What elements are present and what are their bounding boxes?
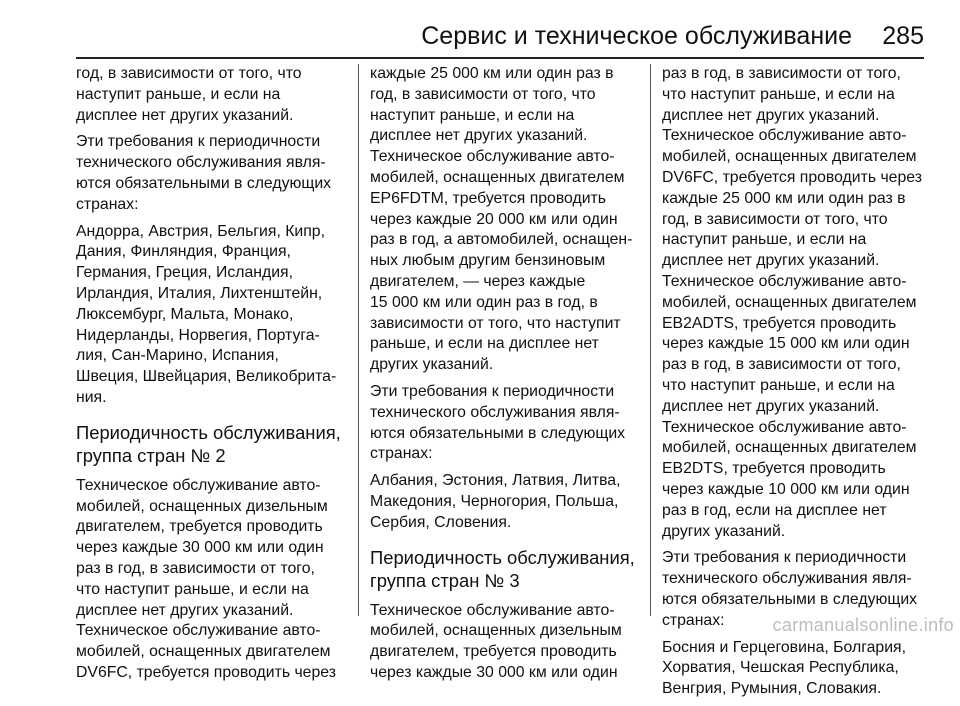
- text-line: EP6FDTM, требуется проводить: [370, 189, 606, 207]
- text-line: дисплее нет других указаний.: [662, 252, 880, 270]
- text-line: наступит раньше, и если на: [662, 231, 867, 249]
- text-line: через каждые 10 000 км или один: [662, 480, 910, 498]
- text-line: раз в год, а автомобилей, оснащен‐: [370, 231, 633, 249]
- text-line: наступит раньше, и если на: [370, 106, 575, 124]
- text-line: Люксембург, Мальта, Монако,: [76, 305, 294, 323]
- text-line: раз в год, в зависимости от того,: [662, 65, 901, 82]
- text-line: Андорра, Австрия, Бельгия, Кипр,: [76, 222, 325, 240]
- text-line: раз в год, в зависимости от того,: [662, 356, 901, 374]
- paragraph: [76, 222, 350, 409]
- text-line: дисплее нет других указаний.: [662, 397, 880, 415]
- text-line: Босния и Герцеговина, Болгария,: [662, 638, 906, 656]
- section-heading: [370, 546, 638, 592]
- text-line: что наступит раньше, и если на: [662, 85, 895, 103]
- text-column-1: [76, 64, 350, 690]
- text-line: наступит раньше, и если на: [76, 85, 281, 103]
- text-line: технического обслуживания явля‐: [76, 154, 326, 172]
- text-line: год, в зависимости от того, что: [662, 210, 888, 228]
- text-line: двигателем, требуется проводить: [370, 643, 617, 661]
- text-line: DV6FC, требуется проводить через: [662, 168, 922, 186]
- text-line: зависимости от того, что наступит: [370, 314, 621, 332]
- text-line: ния.: [76, 388, 107, 406]
- text-line: год, в зависимости от того, что: [370, 85, 596, 103]
- text-line: DV6FC, требуется проводить через: [76, 663, 336, 681]
- paragraph: [370, 64, 638, 376]
- text-line: Периодичность обслуживания,: [370, 546, 635, 568]
- text-line: других указаний.: [662, 522, 786, 540]
- text-line: Нидерланды, Норвегия, Португа‐: [76, 326, 320, 344]
- text-line: дисплее нет других указаний.: [76, 106, 294, 124]
- text-line: дисплее нет других указаний.: [76, 601, 294, 619]
- paragraph: [370, 471, 638, 533]
- text-line: ных любым другим бензиновым: [370, 252, 606, 270]
- text-line: странах:: [370, 445, 433, 463]
- text-line: Периодичность обслуживания,: [76, 421, 341, 443]
- text-line: Венгрия, Румыния, Словакия.: [662, 680, 882, 698]
- text-line: ются обязательными в следующих: [370, 424, 626, 442]
- text-line: 15 000 км или один раз в год, в: [370, 293, 598, 311]
- text-line: раньше, и если на дисплее нет: [370, 335, 599, 353]
- paragraph: [76, 476, 350, 684]
- text-line: группа стран № 2: [76, 444, 226, 466]
- text-line: группа стран № 3: [370, 569, 520, 591]
- paragraph: [370, 601, 638, 684]
- text-line: EB2DTS, требуется проводить: [662, 460, 886, 478]
- text-line: Техническое обслуживание авто‐: [370, 148, 615, 166]
- column-divider-1: [358, 64, 359, 616]
- text-line: Дания, Финляндия, Франция,: [76, 243, 291, 261]
- text-line: Эти требования к периодичности: [370, 382, 615, 400]
- text-line: Швеция, Швейцария, Великобрита‐: [76, 368, 337, 386]
- text-line: Техническое обслуживание авто‐: [76, 622, 321, 640]
- paragraph: [76, 64, 350, 126]
- text-line: Техническое обслуживание авто‐: [662, 418, 907, 436]
- text-line: ются обязательными в следующих: [662, 590, 918, 608]
- page-header: [0, 0, 960, 62]
- text-line: двигателем, — через каждые: [370, 272, 586, 290]
- watermark-text: carmanualsonline.info: [772, 615, 954, 635]
- paragraph: [76, 132, 350, 215]
- column-divider-2: [650, 64, 651, 616]
- text-line: раз в год, в зависимости от того,: [76, 559, 315, 577]
- text-column-2: [370, 64, 638, 690]
- text-line: мобилей, оснащенных двигателем: [662, 148, 917, 166]
- text-line: через каждые 30 000 км или один: [370, 663, 618, 681]
- text-line: Техническое обслуживание авто‐: [76, 476, 321, 494]
- page-title: Сервис и техническое обслуживание: [421, 22, 852, 50]
- text-line: технического обслуживания явля‐: [662, 570, 912, 588]
- section-heading: [76, 421, 350, 467]
- text-line: мобилей, оснащенных дизельным: [76, 497, 328, 515]
- text-line: Германия, Греция, Исландия,: [76, 264, 293, 282]
- text-line: через каждые 20 000 км или один: [370, 210, 618, 228]
- text-line: что наступит раньше, и если на: [662, 376, 895, 394]
- paragraph: [370, 382, 638, 465]
- text-line: Эти требования к периодичности: [662, 549, 907, 567]
- text-line: раз в год, если на дисплее нет: [662, 501, 887, 519]
- text-line: Техническое обслуживание авто‐: [662, 127, 907, 145]
- text-line: технического обслуживания явля‐: [370, 403, 620, 421]
- text-line: странах:: [76, 195, 139, 213]
- header-divider: [76, 57, 924, 59]
- page-number: 285: [882, 22, 924, 50]
- text-line: дисплее нет других указаний.: [370, 127, 588, 145]
- text-line: мобилей, оснащенных дизельным: [370, 622, 622, 640]
- text-line: каждые 25 000 км или один раз в: [370, 65, 614, 82]
- text-line: Техническое обслуживание авто‐: [370, 601, 615, 619]
- text-line: лия, Сан-Марино, Испания,: [76, 347, 279, 365]
- text-line: странах:: [662, 611, 725, 629]
- text-line: мобилей, оснащенных двигателем: [662, 293, 917, 311]
- text-line: ются обязательными в следующих: [76, 174, 332, 192]
- text-line: Сербия, Словения.: [370, 513, 512, 531]
- text-line: дисплее нет других указаний.: [662, 106, 880, 124]
- text-line: мобилей, оснащенных двигателем: [370, 168, 625, 186]
- text-line: мобилей, оснащенных двигателем: [662, 439, 917, 457]
- paragraph: [662, 638, 928, 700]
- text-line: двигателем, требуется проводить: [76, 518, 323, 536]
- text-line: что наступит раньше, и если на: [76, 580, 309, 598]
- text-line: каждые 25 000 км или один раз в: [662, 189, 906, 207]
- text-line: Македония, Черногория, Польша,: [370, 492, 619, 510]
- text-line: Техническое обслуживание авто‐: [662, 272, 907, 290]
- text-line: через каждые 30 000 км или один: [76, 539, 324, 557]
- text-column-3: [662, 64, 928, 706]
- text-line: Албания, Эстония, Латвия, Литва,: [370, 472, 621, 490]
- text-line: EB2ADTS, требуется проводить: [662, 314, 897, 332]
- text-line: Хорватия, Чешская Республика,: [662, 659, 899, 677]
- text-line: Эти требования к периодичности: [76, 133, 321, 151]
- text-line: год, в зависимости от того, что: [76, 65, 302, 82]
- text-line: Ирландия, Италия, Лихтенштейн,: [76, 284, 323, 302]
- text-line: других указаний.: [370, 356, 494, 374]
- paragraph: [662, 64, 928, 542]
- text-line: мобилей, оснащенных двигателем: [76, 643, 331, 661]
- text-line: через каждые 15 000 км или один: [662, 335, 910, 353]
